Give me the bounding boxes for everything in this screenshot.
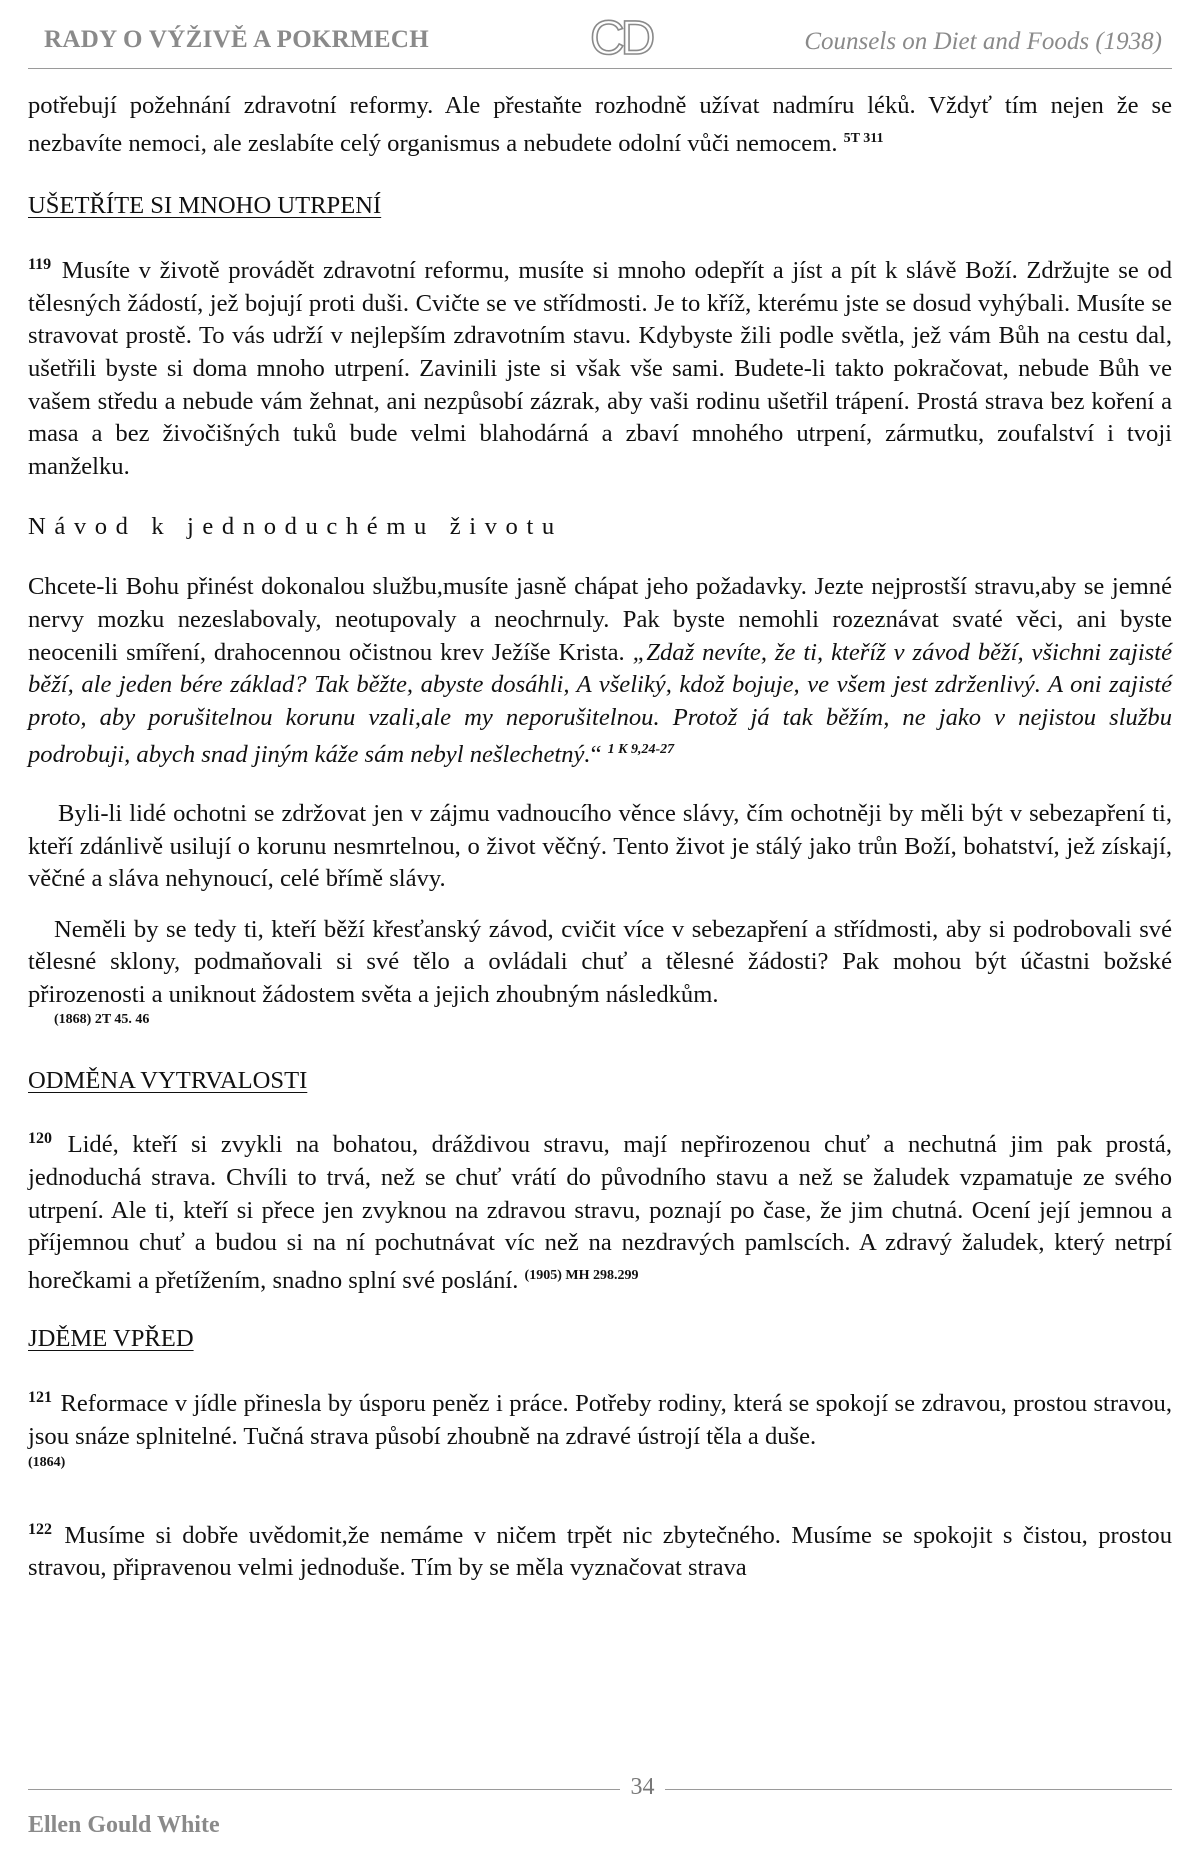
paragraph-119 [28,249,1172,483]
paragraph-text: Chcete-li Bohu přinést dokonalou službu,musíte jasně chápat jeho požadavky. Jezte nejprostší stravu,aby se jemné nervy mozku nezeslabovaly, neotupovaly a neochrnuly. Pak byste nemohli rozeznávat svaté věci, ani byste neocenili smíření, drahocennou očistnou krev Ježíše Krista. [28,573,1172,666]
page-number: 34 [630,1774,655,1800]
header-title-english: Counsels on Diet and Foods (1938) [804,28,1162,55]
header-divider [28,68,1172,69]
paragraph-120 [28,1123,1172,1297]
paragraph-reference: (1864) [28,1454,66,1470]
section-heading-navod: Návod k jednoduchému životu [28,513,563,541]
footer-divider-right [665,1789,1172,1790]
section-heading-utrpeni: UŠETŘÍTE SI MNOHO UTRPENÍ [28,192,382,220]
paragraph-121 [28,1382,1172,1471]
paragraph-reference: (1868) 2T 45. 46 [54,1012,150,1028]
paragraph-reference: (1905) MH 298.299 [524,1267,639,1283]
header-title-czech: RADY O VÝŽIVĚ A POKRMECH [44,26,430,53]
scripture-reference: 1 K 9,24-27 [607,742,675,758]
intro-paragraph [28,90,1172,160]
footer-author: Ellen Gould White [28,1812,220,1838]
page-body [28,90,1172,1585]
running-header [28,14,1172,68]
paragraph-text: Musíte v životě provádět zdravotní reformu, musíte si mnoho odepřít a jíst a pít k slávě Boží. Zdržujte se od tělesných žádostí, jež bojují proti duši. Cvičte se ve střídmosti. Je to kříž, kterému jste se dosud vyhýbali. Musíte se stravovat prostě. To vás udrží v nejlepším zdravotním stavu. Kdybyste žili podle světla, jež vám Bůh na cestu dal, ušetřili byste si doma mnoho utrpení. Zavinili jste si však vše sami. Budete-li takto pokračovat, nebude Bůh ve vašem středu a nebude vám žehnat, ani nezpůsobí zázrak, aby vaši rodinu ušetřil trápení. Prostá strava bez koření a masa a bez živočišných tuků bude velmi blahodárná a zbaví mnohého utrpení, zármutku, zoufalství i tvoji manželku. [28,257,1172,480]
paragraph-text: Lidé, kteří si zvykli na bohatou, dráždivou stravu, mají nepřirozenou chuť a nechutná jim pak prostá, jednoduchá strava. Chvíli to trvá, než se chuť vrátí do původního stavu a než se žaludek vzpamatuje ze svého utrpení. Ale ti, kteří si přece jen zvyknou na zdravou stravu, poznají po čase, že jim chutná. Ocení její jemnou a příjemnou chuť a budou si na ní pochutnávat víc než na nezdravých pamlscích. A zdravý žaludek, který netrpí horečkami a přetížením, snadno splní své poslání. [28,1131,1172,1294]
scripture-quote: „Zdaž nevíte, že ti, kteříž v závod běží, všichni zajisté běží, ale jeden bére základ? Tak běžte, abyste dosáhli, A všeliký, kdož bojuje, ve všem jest zdrženlivý. A oni zajisté proto, aby porušitelnou korunu vzali,ale my neporušitelnou. Protož já tak běžím, ne jako v nejistou službu podrobuji, abych snad jiným káže sám nebyl nešlechetný. [28,638,1172,769]
footer-divider-left [28,1789,620,1790]
paragraph-text: Neměli by se tedy ti, kteří běží křesťanský závod, cvičit více v sebezapření a střídmosti, aby si podrobovali své tělesné sklony, podmaňovali si své tělo a ovládali chuť a tělesné žádosti? Pak mohou být účastni božské přirozenosti a uniknout žádostem světa a jejich zhoubným následkům. [28,915,1172,1008]
paragraph-number: 119 [28,256,52,274]
paragraph-nemeli [28,914,1172,1030]
section-heading-odmena: ODMĚNA VYTRVALOSTI [28,1067,308,1095]
cd-logo: CD [590,12,652,65]
intro-text: potřebují požehnání zdravotní reformy. Ale přestaňte rozhodně užívat nadmíru léků. Vždyť tím nejen že se nezbavíte nemoci, ale zeslabíte celý organismus a nebudete odolní vůči nemocem. [28,92,1172,157]
quote-close-mark: “ [590,741,602,769]
section-heading-jdeme: JDĚME VPŘED [28,1325,194,1353]
paragraph-navod [28,571,1172,772]
paragraph-text: Reformace v jídle přinesla by úsporu peněz i práce. Potřeby rodiny, která se spokojí se zdravou, prostou stravou, jsou snáze splnitelné. Tučná strava působí zhoubně na zdravé ústrojí těla a duše. [28,1390,1172,1451]
paragraph-number: 120 [28,1130,52,1148]
paragraph-number: 121 [28,1389,52,1407]
paragraph-byli: Byli-li lidé ochotni se zdržovat jen v zájmu vadnoucího věnce slávy, čím ochotněji by měli být v sebezapření ti, kteří zdánlivě usilují o korunu nesmrtelnou, o život věčný. Tento život je stálý jako trůn Boží, bohatství, jež získají, věčné a sláva nehynoucí, celé břímě slávy. [28,799,1172,893]
paragraph-number: 122 [28,1520,52,1538]
paragraph-122 [28,1514,1172,1585]
intro-reference: 5T 311 [843,130,884,146]
paragraph-text: Musíme si dobře uvědomit,že nemáme v ničem trpět nic zbytečného. Musíme se spokojit s čistou, prostou stravou, připravenou velmi jednoduše. Tím by se měla vyznačovat strava [28,1521,1172,1582]
